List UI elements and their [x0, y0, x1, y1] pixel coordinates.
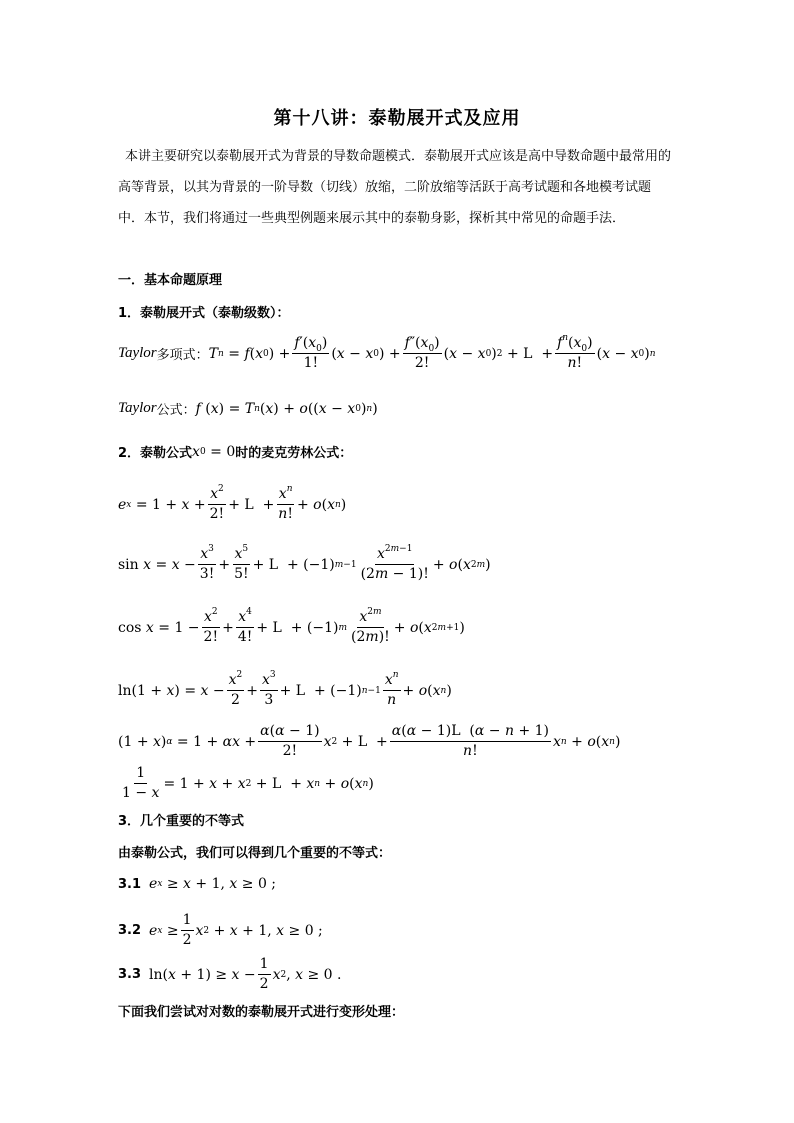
inequality-number: 3.3 — [118, 967, 142, 982]
taylor-formula — [118, 399, 378, 418]
inequality-3-2 — [118, 911, 323, 950]
taylor-label: Taylor — [118, 345, 157, 361]
intro-paragraph: 本讲主要研究以泰勒展开式为背景的导数命题模式．泰勒展开式应该是高中导数命题中最常用的高等背景，以其为背景的一阶导数（切线）放缩，二阶放缩等活跃于高考试题和各地模考试题中．本节，我们将通过一些典型例题来展示其中的泰勒身影，探析其中常见的命题手法． — [118, 149, 672, 226]
taylor-poly-cn: 多项式： — [156, 348, 209, 363]
item-2-heading — [118, 442, 352, 461]
item-1-heading: 1．泰勒展开式（泰勒级数）： — [118, 306, 290, 321]
inequality-3-1 — [118, 876, 276, 892]
formula-sin: sin x = x − $x^3$ 3! + $x^5$ 5! + L + (−1) m−1 $x^{2m-1}$ (2m − 1)! + o ( x 2m ) — [118, 544, 491, 582]
section-heading: 一．基本命题原理 — [118, 273, 223, 288]
item-3-heading: 3．几个重要的不等式 — [118, 814, 245, 829]
item-2-condition: x 0 = 0 — [192, 443, 236, 460]
inequality-math: ln( x + 1) ≥ x − 1 2 x 2 , x ≥ 0 . — [149, 956, 342, 992]
taylor-formula-cn: 公式： — [156, 403, 196, 418]
formula-cos: cos x = 1 − $x^2$ 2! + $x^4$ 4! + L + (−1) m $x^{2m}$ (2m)! + o ( x 2m+1 ) — [118, 607, 465, 645]
page-title: 第十八讲：泰勒展开式及应用 — [273, 108, 521, 129]
taylor-poly-formula: T n = f ( x 0 ) + $f'(x_0)$ 1! ( x − x 0 ) + $f''(x_0)$ 2! ( x − x 0 ) 2 + L + $f^n(x_0)$ n! ( x − x 0 ) n — [208, 333, 656, 371]
inequality-math: e x ≥ 1 2 x 2 + x + 1, x ≥ 0 ; — [149, 912, 323, 948]
inequality-number: 3.1 — [118, 876, 142, 892]
taylor-formula-math: f ( x ) = T n ( x ) + o (( x − x 0 ) n ) — [195, 400, 378, 417]
formula-geometric: 1 1 − x = 1 + x + x 2 + L + x n + o ( x n ) — [122, 765, 374, 801]
item-2-post: 时的麦克劳林公式： — [235, 446, 353, 461]
formula-exp: e x = 1 + x + $x^2$ 2! + L + $x^n$ n! + o ( x n ) — [118, 484, 347, 522]
formula-binomial: (1 + x ) α = 1 + αx + α(α − 1) 2! x 2 + L + α(α − 1)L (α − n + 1) n! x n + o ( x n ) — [118, 723, 621, 759]
inequality-3-3 — [118, 955, 341, 994]
final-line: 下面我们尝试对对数的泰勒展开式进行变形处理： — [118, 1005, 405, 1020]
formula-ln: ln(1 + x ) = x − $x^2$ 2 + $x^3$ 3 + L + (−1) n−1 $x^n$ n + o ( x n ) — [118, 670, 452, 708]
taylor-polynomial — [118, 334, 656, 373]
inequality-intro: 由泰勒公式，我们可以得到几个重要的不等式： — [118, 846, 392, 861]
inequality-number: 3.2 — [118, 923, 142, 938]
inequality-math: e x ≥ x + 1, x ≥ 0 ; — [149, 876, 277, 892]
item-2-pre: 2．泰勒公式 — [118, 446, 193, 461]
taylor-label: Taylor — [118, 400, 157, 416]
